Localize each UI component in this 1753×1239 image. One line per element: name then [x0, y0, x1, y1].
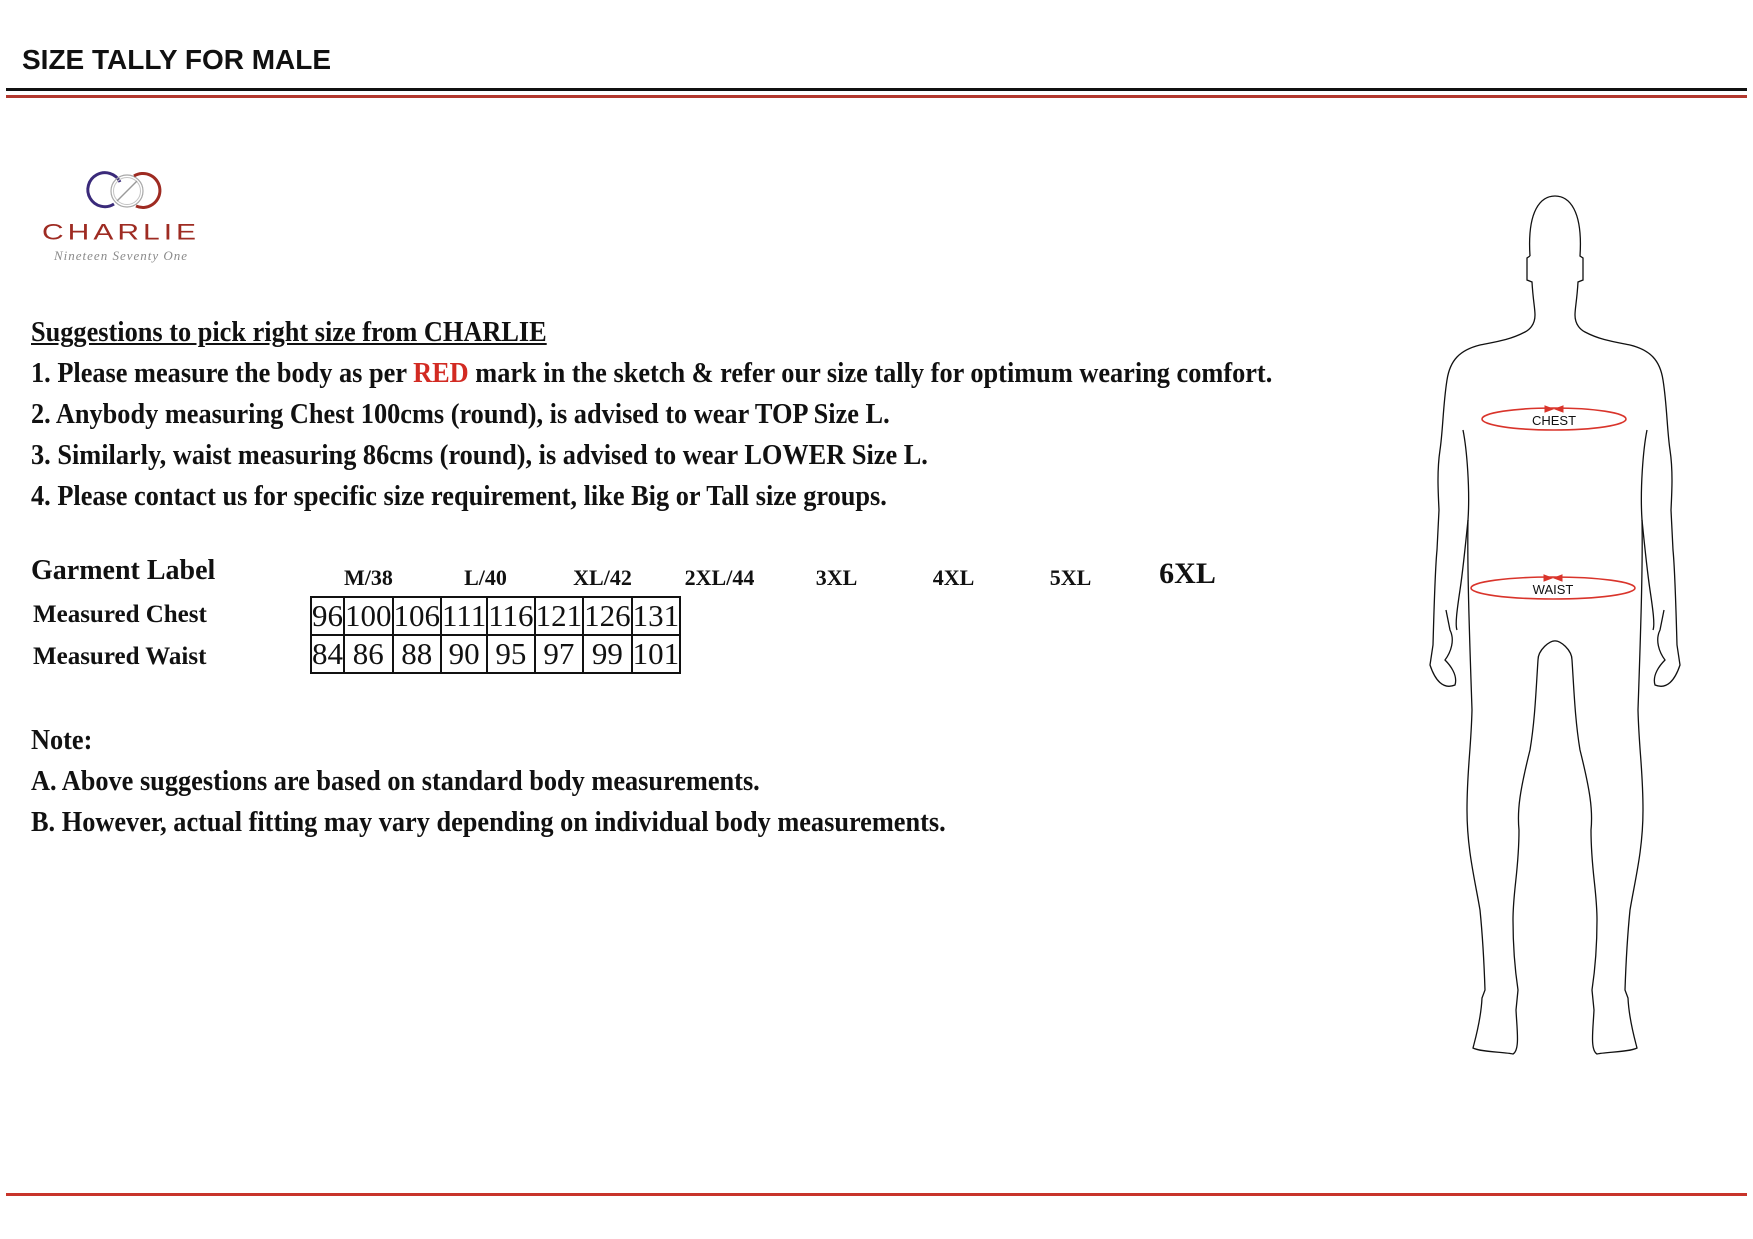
chest-label: CHEST: [1531, 413, 1577, 428]
size-header: XL/42: [573, 565, 632, 590]
header-rule-black: [6, 88, 1747, 91]
header-rule-red: [6, 95, 1747, 98]
size-headers: [310, 557, 1246, 595]
male-body-outline-icon: [1405, 190, 1705, 1140]
suggestion-item: 4. Please contact us for specific size requirement, like Big or Tall size groups.: [31, 481, 887, 512]
size-header: 5XL: [1049, 565, 1092, 590]
waist-label: WAIST: [1532, 582, 1574, 597]
chest-value: 116: [488, 598, 534, 633]
chest-value: 111: [442, 598, 487, 633]
size-header: 2XL/44: [684, 565, 755, 590]
measured-chest-label: Measured Chest: [33, 601, 207, 628]
chest-value: 96: [312, 598, 343, 633]
suggestion-item: [31, 353, 1272, 394]
size-header: 4XL: [932, 565, 975, 590]
notes-section: [31, 720, 1004, 843]
measured-waist-label: Measured Waist: [33, 643, 207, 670]
waist-value: 90: [441, 635, 487, 673]
size-header: M/38: [344, 565, 393, 590]
chest-value: 100: [345, 598, 392, 633]
note-item: B. However, actual fitting may vary depending on individual body measurements.: [31, 807, 946, 838]
suggestion-text: 1. Please measure the body as per: [31, 358, 414, 389]
table-row-chest: [311, 597, 680, 635]
suggestions-heading: Suggestions to pick right size from CHARLIE: [31, 317, 547, 348]
waist-value: 88: [393, 635, 442, 673]
waist-value: 101: [632, 636, 680, 671]
page-title: SIZE TALLY FOR MALE: [22, 44, 332, 75]
interlocked-rings-logo-icon: [36, 166, 256, 226]
chest-value: 131: [632, 598, 680, 633]
footer-rule: [6, 1193, 1747, 1196]
chest-value: 126: [584, 598, 631, 633]
size-header: L/40: [464, 565, 507, 590]
suggestion-item: 2. Anybody measuring Chest 100cms (round), is advised to wear TOP Size L.: [31, 399, 890, 430]
note-item: A. Above suggestions are based on standard body measurements.: [31, 766, 760, 797]
size-header: 3XL: [815, 565, 858, 590]
waist-value: 99: [583, 635, 632, 673]
body-sketch: [1405, 190, 1705, 1140]
suggestion-item: 3. Similarly, waist measuring 86cms (round), is advised to wear LOWER Size L.: [31, 440, 928, 471]
chest-arrow-icon: [1545, 406, 1563, 412]
red-mark-text: RED: [413, 358, 469, 389]
suggestion-text: mark in the sketch & refer our size tally for optimum wearing comfort.: [468, 358, 1273, 389]
waist-value: 86: [344, 635, 393, 673]
brand-logo: [36, 166, 256, 266]
brand-tagline: Nineteen Seventy One: [54, 248, 189, 263]
suggestions-section: [31, 312, 1352, 517]
garment-label-header: Garment Label: [31, 555, 216, 586]
waist-value: 84: [312, 636, 343, 671]
notes-heading: Note:: [31, 725, 93, 756]
table-row-waist: [311, 635, 680, 673]
measurement-grid: [310, 596, 681, 674]
waist-value: 95: [487, 635, 534, 673]
waist-value: 97: [535, 635, 584, 673]
size-header: 6XL: [1159, 557, 1216, 590]
waist-arrow-icon: [1544, 575, 1562, 581]
chest-value: 106: [393, 598, 440, 633]
chest-value: 121: [535, 598, 583, 633]
brand-wordmark: CHARLIE: [42, 220, 201, 245]
